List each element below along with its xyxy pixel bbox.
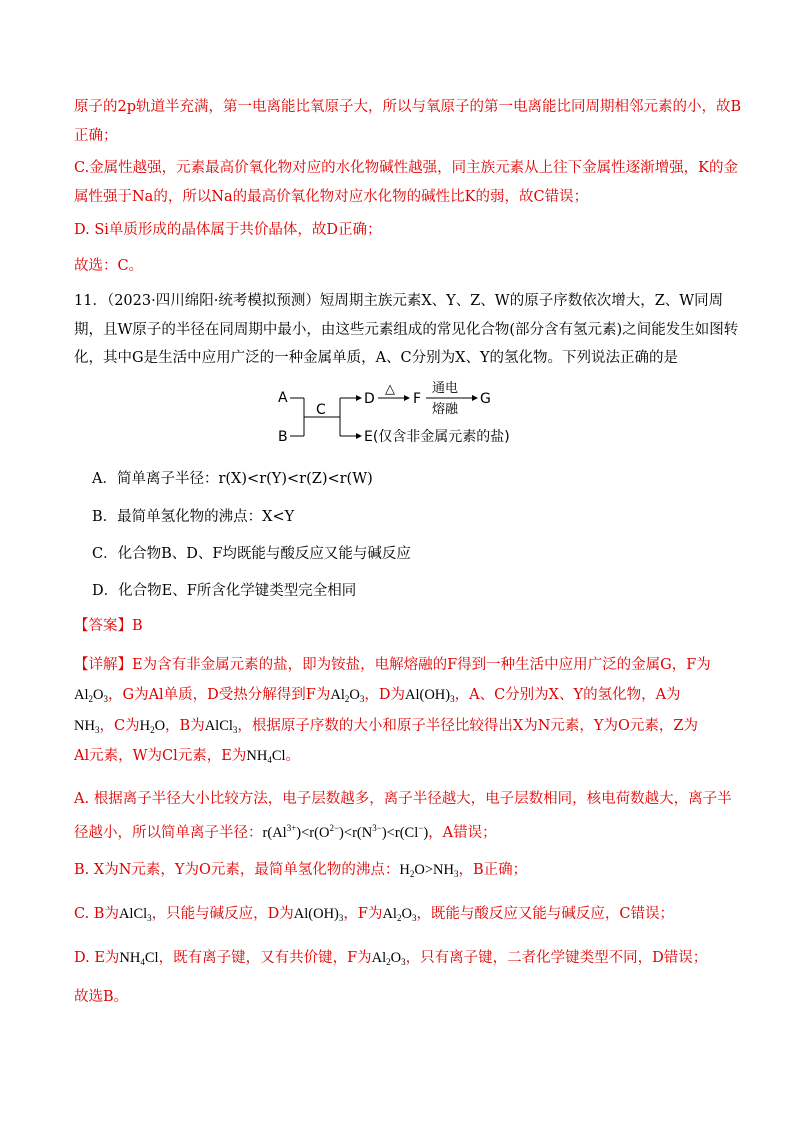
detail-a-text: 径越小，所以简单离子半径： — [74, 825, 263, 841]
detail-text-2b: ，D为 — [364, 687, 405, 703]
detail-d-line — [74, 948, 734, 972]
detail-line-3 — [74, 716, 734, 740]
diagram-heat: △ — [385, 382, 395, 397]
detail-c-line — [74, 904, 734, 928]
prev-solution-line-1: 原子的2p轨道半充满，第一电离能比氧原子大，所以与氧原子的第一电离能比同周期相邻元素的小，故B — [74, 99, 742, 115]
detail-tag: 【详解】 — [74, 657, 132, 673]
formula-aloh3-1: $Al(OH)_3$ — [405, 687, 455, 704]
detail-b-text: B. X为N元素，Y为O元素，最简单氢化物的沸点： — [74, 862, 400, 878]
question-11-line-1: 11．（2023·四川绵阳·统考模拟预测）短周期主族元素X、Y、Z、W的原子序数依次增大，Z、W同周 — [74, 293, 724, 309]
detail-line-4 — [74, 746, 734, 770]
formula-al2o3-4: $Al_2O_3$ — [371, 950, 406, 967]
diagram-arrowhead-electrolysis — [472, 395, 478, 401]
detail-a-line-2 — [74, 818, 734, 843]
diagram-arrowhead-heat — [404, 395, 410, 401]
formula-al2o3-3: $Al_2O_3$ — [382, 906, 417, 923]
detail-text-4b: 。 — [285, 748, 301, 764]
formula-alcl3-1: AlCl$_3$ — [204, 718, 238, 735]
diagram-arrowhead-e — [356, 433, 362, 439]
formula-al2o3-1: $Al_2O_3$ — [74, 687, 108, 704]
detail-text-3c: ，根据原子序数的大小和原子半径比较得出X为N元素，Y为O元素，Z为 — [237, 718, 698, 734]
formula-alcl3-2: AlCl$_3$ — [118, 906, 152, 923]
option-b: B．最简单氢化物的沸点：X<Y — [92, 509, 295, 525]
prev-solution-d: D. Si单质形成的晶体属于共价晶体，故D正确； — [74, 222, 382, 238]
formula-ion-radii: $r(Al^{3+})<r(O^{2-})<r(N^{3-})<r(Cl^-)$ — [262, 823, 429, 841]
detail-line-2 — [74, 685, 734, 709]
detail-text-4a: Al元素，W为Cl元素，E为 — [74, 748, 247, 764]
prev-choose: 故选：C。 — [74, 258, 144, 274]
detail-text-2c: ，A、C分别为X、Y的氢化物，A为 — [454, 687, 681, 703]
prev-solution-c-line-1: C.金属性越强，元素最高价氧化物对应的水化物碱性越强，同主族元素从上往下金属性逐渐增强，K的金 — [74, 160, 739, 176]
diagram-electro: 通电 — [432, 381, 459, 396]
diagram-node-b: B — [278, 429, 288, 445]
detail-d-text-a: D. E为 — [74, 950, 120, 966]
option-c: C．化合物B、D、F均既能与酸反应又能与碱反应 — [92, 546, 411, 562]
detail-c-text-d: ，既能与酸反应又能与碱反应，C错误； — [416, 906, 675, 922]
formula-aloh3-2: $Al(OH)_3$ — [293, 906, 344, 923]
diagram-melt: 熔融 — [432, 402, 459, 417]
prev-solution-line-2: 正确； — [74, 128, 118, 144]
formula-nh4cl-1: $NH_4Cl$ — [246, 748, 286, 765]
formula-nh3-1: $NH_3$ — [74, 718, 100, 735]
detail-d-text-b: ，既有离子键，又有共价键，F为 — [158, 950, 372, 966]
reaction-diagram — [268, 380, 548, 452]
diagram-node-a: A — [278, 390, 288, 406]
detail-d-text-c: ，只有离子键，二者化学键类型不同，D错误； — [405, 950, 708, 966]
formula-al2o3-2: $Al_2O_3$ — [330, 687, 365, 704]
detail-text-3b: ，B为 — [165, 718, 205, 734]
detail-c-text-b: ，只能与碱反应，D为 — [151, 906, 294, 922]
diagram-node-e: E(仅含非金属元素的盐) — [364, 429, 510, 445]
option-a: A．简单离子半径：r(X)<r(Y)<r(Z)<r(W) — [92, 471, 373, 487]
diagram-arrowhead-d — [356, 395, 362, 401]
formula-h2o-1: $H_2O$ — [139, 718, 166, 735]
formula-nh4cl-2: $NH_4Cl$ — [119, 950, 159, 967]
final-choice: 故选B。 — [74, 989, 129, 1005]
diagram-node-d: D — [364, 391, 375, 407]
detail-text-2a: ，G为Al单质，D受热分解得到F为 — [107, 687, 331, 703]
detail-b-line — [74, 860, 734, 884]
detail-a-line-1: A. 根据离子半径大小比较方法，电子层数越多，离子半径越大，电子层数相同，核电荷数越大，离子半 — [74, 791, 732, 807]
question-11-line-3: 化，其中G是生活中应用广泛的一种金属单质，A、C分别为X、Y的氢化物。下列说法正确的是 — [74, 350, 679, 366]
prev-solution-c-line-2: 属性强于Na的，所以Na的最高价氧化物对应水化物的碱性比K的弱，故C错误； — [74, 189, 589, 205]
detail-c-text-a: C. B为 — [74, 906, 119, 922]
detail-text-3a: ，C为 — [99, 718, 140, 734]
option-d: D．化合物E、F所含化学键类型完全相同 — [92, 583, 357, 599]
detail-a-result: ，A错误； — [428, 825, 497, 841]
detail-c-text-c: ，F为 — [343, 906, 383, 922]
formula-boiling-points: $H_2O>NH_3$ — [399, 862, 459, 879]
question-11-line-2: 期，且W原子的半径在同周期中最小，由这些元素组成的常见化合物(部分含有氢元素)之间能发生如图转 — [74, 322, 739, 338]
answer-label: 【答案】B — [74, 618, 143, 634]
diagram-node-f: F — [413, 391, 422, 407]
diagram-node-g: G — [480, 391, 491, 407]
detail-text-1: E为含有非金属元素的盐，即为铵盐，电解熔融的F得到一种生活中应用广泛的金属G，F为 — [132, 657, 711, 673]
detail-line-1 — [74, 655, 734, 675]
detail-b-result: ，B正确； — [458, 862, 528, 878]
diagram-node-c: C — [316, 402, 326, 418]
